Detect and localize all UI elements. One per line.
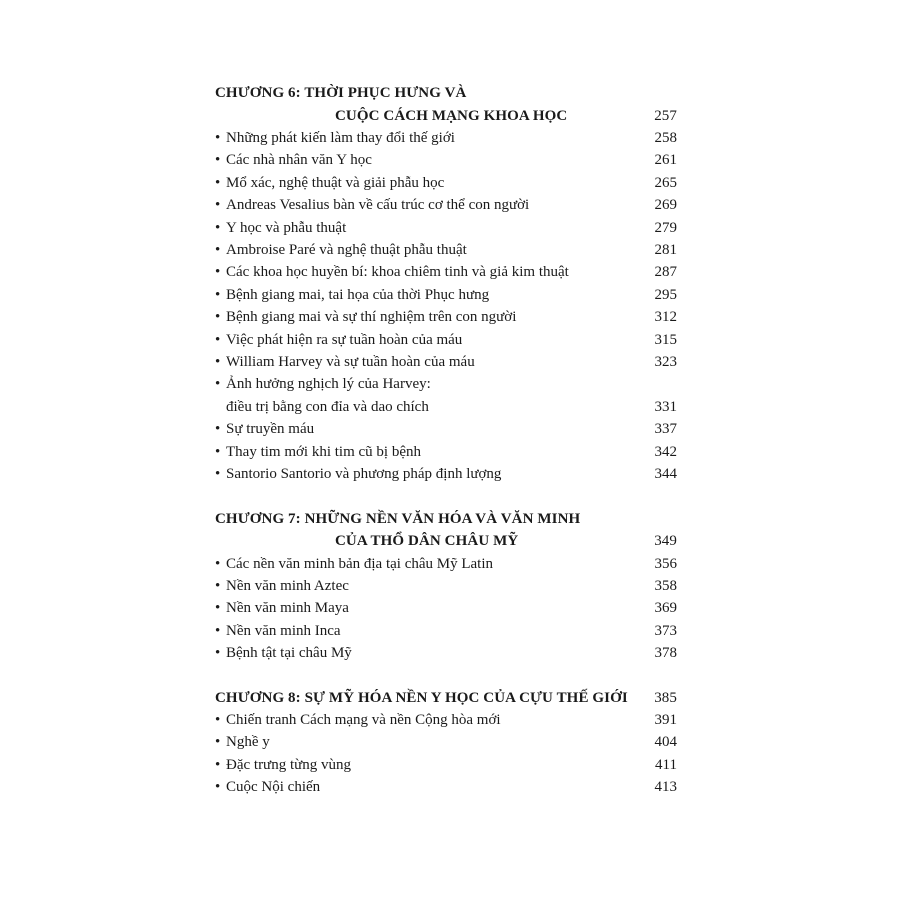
- entry-page-number: 413: [654, 779, 677, 796]
- bullet-icon: •: [215, 779, 221, 796]
- entry-title: Các nền văn minh bản địa tại châu Mỹ Latin: [226, 555, 494, 572]
- toc-entry: [215, 754, 677, 776]
- entry-title: Nền văn minh Aztec: [226, 577, 349, 594]
- chapter-title: [215, 508, 677, 553]
- chapter-title: [215, 687, 677, 710]
- entry-page-number: 344: [654, 466, 677, 483]
- entry-title: Nghề y: [226, 734, 270, 751]
- toc-entry: [215, 284, 677, 306]
- toc-entry: [215, 149, 677, 171]
- entry-page-number: 373: [654, 622, 677, 639]
- bullet-icon: •: [215, 197, 221, 214]
- entry-title: Chiến tranh Cách mạng và nền Cộng hòa mới: [226, 712, 501, 729]
- toc-entry: [215, 776, 677, 798]
- bullet-icon: •: [215, 466, 221, 483]
- chapter-title-line2: CỦA THỔ DÂN CHÂU MỸ: [335, 533, 519, 549]
- toc-entry: [215, 329, 677, 351]
- entry-title: Sự truyền máu: [226, 421, 315, 438]
- entry-page-number: 391: [654, 712, 677, 729]
- entry-page-number: 378: [654, 645, 677, 662]
- entry-page-number: 295: [654, 286, 677, 303]
- entry-title: William Harvey và sự tuần hoàn của máu: [226, 354, 475, 371]
- entry-page-number: 287: [654, 264, 677, 281]
- chapter-title: [215, 82, 677, 127]
- bullet-icon: •: [215, 354, 221, 371]
- bullet-icon: •: [215, 264, 221, 281]
- entry-title: Bệnh giang mai, tai họa của thời Phục hưng: [226, 286, 490, 303]
- entry-title: Andreas Vesalius bàn về cấu trúc cơ thể con người: [226, 197, 530, 214]
- toc-entry: [215, 373, 677, 418]
- bullet-icon: •: [215, 577, 221, 594]
- toc-entry: [215, 709, 677, 731]
- entry-page-number: 281: [654, 242, 677, 259]
- bullet-icon: •: [215, 600, 221, 617]
- bullet-icon: •: [215, 174, 221, 191]
- entry-title: Mổ xác, nghệ thuật và giải phẫu học: [226, 174, 445, 191]
- entry-page-number: 369: [654, 600, 677, 617]
- chapter-title-line1: CHƯƠNG 7: NHỮNG NỀN VĂN HÓA VÀ VĂN MINH: [215, 510, 581, 527]
- toc-entry: [215, 217, 677, 239]
- chapter-title-line2: CUỘC CÁCH MẠNG KHOA HỌC: [335, 107, 568, 124]
- toc-entry: [215, 239, 677, 261]
- toc-entry: [215, 620, 677, 642]
- chapter-6: [215, 82, 677, 486]
- bullet-icon: •: [215, 756, 221, 773]
- toc-entry: [215, 418, 677, 440]
- entry-page-number: 323: [654, 354, 677, 371]
- toc-entry: [215, 441, 677, 463]
- entry-title-continuation: điều trị bằng con đỉa và dao chích: [226, 398, 429, 415]
- chapter-8: [215, 687, 677, 799]
- toc-entry: [215, 194, 677, 216]
- bullet-icon: •: [215, 219, 221, 236]
- entry-title: Thay tim mới khi tim cũ bị bệnh: [226, 443, 421, 460]
- bullet-icon: •: [215, 286, 221, 303]
- entry-page-number: 261: [654, 152, 677, 169]
- entry-page-number: 269: [654, 197, 677, 214]
- entry-page-number: 356: [654, 555, 677, 572]
- entry-title: Bệnh giang mai và sự thí nghiệm trên con người: [226, 309, 517, 326]
- bullet-icon: •: [215, 309, 221, 326]
- toc-entry: [215, 306, 677, 328]
- entry-page-number: 312: [654, 309, 677, 326]
- toc-entry: [215, 731, 677, 753]
- entry-page-number: 315: [654, 331, 677, 348]
- bullet-icon: •: [215, 555, 221, 572]
- toc-entry: [215, 351, 677, 373]
- entry-page-number: 342: [654, 443, 677, 460]
- entry-page-number: 279: [654, 219, 677, 236]
- entry-title: Cuộc Nội chiến: [226, 779, 321, 796]
- entry-page-number: 258: [654, 130, 677, 146]
- entry-title: Các nhà nhân văn Y học: [226, 152, 372, 169]
- bullet-icon: •: [215, 645, 221, 662]
- toc-entry: [215, 463, 677, 485]
- bullet-icon: •: [215, 331, 221, 348]
- chapter-title-line1: CHƯƠNG 8: SỰ MỸ HÓA NỀN Y HỌC CỦA CỰU THẾ GIỚI: [215, 689, 628, 706]
- entry-title: Những phát kiến làm thay đổi thế giới: [226, 130, 455, 146]
- bullet-icon: •: [215, 152, 221, 169]
- entry-title: Ảnh hưởng nghịch lý của Harvey:: [226, 376, 431, 393]
- entry-title: Nền văn minh Inca: [226, 622, 341, 639]
- entry-title: Bệnh tật tại châu Mỹ: [226, 645, 352, 662]
- entry-title: Ambroise Paré và nghệ thuật phẫu thuật: [226, 242, 467, 259]
- entry-title: Các khoa học huyền bí: khoa chiêm tinh và giả kim thuật: [226, 264, 569, 281]
- entry-title: Việc phát hiện ra sự tuần hoàn của máu: [226, 331, 463, 348]
- table-of-contents: [215, 82, 677, 821]
- entry-title: Y học và phẫu thuật: [226, 219, 347, 236]
- toc-entry: [215, 261, 677, 283]
- bullet-icon: •: [215, 734, 221, 751]
- entry-page-number: 411: [655, 756, 677, 773]
- toc-entry: [215, 642, 677, 664]
- chapter-page-number: 257: [654, 107, 677, 124]
- bullet-icon: •: [215, 443, 221, 460]
- entry-title: Santorio Santorio và phương pháp định lượng: [226, 466, 502, 483]
- toc-entry: [215, 127, 677, 149]
- entry-page-number: 265: [654, 174, 677, 191]
- entry-page-number: 331: [654, 398, 677, 415]
- toc-entry: [215, 553, 677, 575]
- bullet-icon: •: [215, 622, 221, 639]
- toc-entry: [215, 597, 677, 619]
- bullet-icon: •: [215, 712, 221, 729]
- bullet-icon: •: [215, 242, 221, 259]
- bullet-icon: •: [215, 376, 221, 393]
- entry-title: Nền văn minh Maya: [226, 600, 349, 617]
- chapter-7: [215, 508, 677, 665]
- entry-page-number: 358: [654, 577, 677, 594]
- chapter-page-number: 349: [654, 533, 677, 549]
- chapter-page-number: 385: [654, 689, 677, 706]
- bullet-icon: •: [215, 421, 221, 438]
- entry-page-number: 404: [654, 734, 677, 751]
- entry-page-number: 337: [654, 421, 677, 438]
- entry-title: Đặc trưng từng vùng: [226, 756, 351, 773]
- bullet-icon: •: [215, 130, 221, 146]
- toc-entry: [215, 172, 677, 194]
- toc-entry: [215, 575, 677, 597]
- chapter-title-line1: CHƯƠNG 6: THỜI PHỤC HƯNG VÀ: [215, 85, 467, 101]
